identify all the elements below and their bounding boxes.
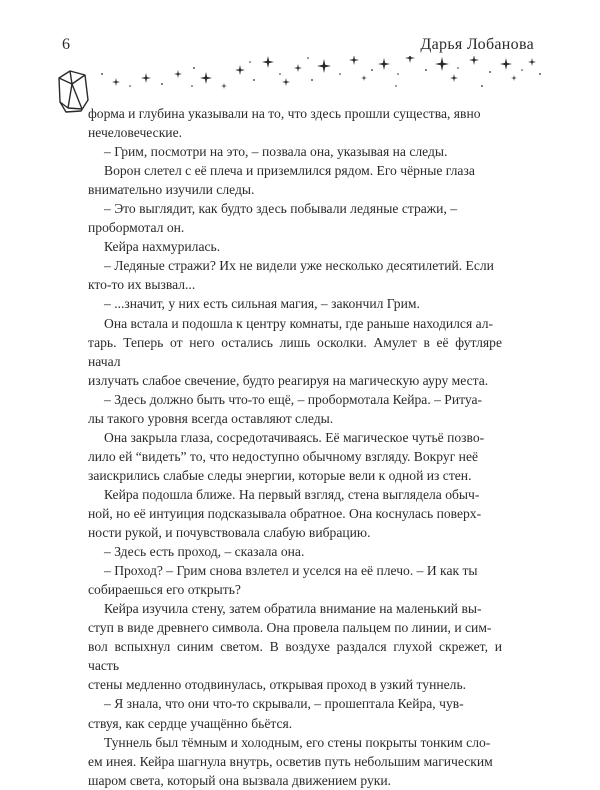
sparkle-star-icon (435, 57, 449, 71)
sparkle-dot-icon (129, 85, 131, 87)
sparkle-dot-icon (481, 85, 483, 87)
sparkle-star-icon (221, 83, 227, 89)
running-head-author: Дарья Лобанова (420, 36, 534, 53)
sparkle-star-icon (349, 56, 359, 65)
sparkle-star-icon (378, 58, 390, 70)
sparkle-star-icon (262, 56, 274, 68)
sparkle-star-icon (235, 65, 245, 75)
sparkle-star-icon (469, 56, 479, 65)
sparkle-star-icon (405, 56, 415, 63)
paragraph: Она закрыла глаза, сосредотачиваясь. Её магическое чутьё позво- лило ей “видеть” то, что недоступно обычному взгляду. Вокруг неё заискрились слабые следы энергии, которые вели к одной из стен. (88, 429, 485, 483)
sparkle-dot-icon (489, 71, 491, 73)
paragraph: – Я знала, что они что-то скрывали, – прошептала Кейра, чув- ствуя, как сердце учащённо бьётся. (88, 696, 464, 731)
sparkle-star-icon (174, 70, 182, 78)
sparkle-dot-icon (101, 73, 103, 75)
sparkle-dot-icon (307, 57, 309, 59)
sparkle-dot-icon (397, 73, 399, 75)
sparkle-dot-icon (249, 61, 251, 63)
paragraph: – Грим, посмотри на это, – позвала она, указывая на следы. (104, 144, 448, 160)
sparkle-star-icon (282, 78, 290, 86)
sparkle-dot-icon (425, 69, 427, 71)
sparkle-star-icon (112, 78, 120, 86)
page-number: 6 (62, 36, 71, 53)
sparkle-dot-icon (521, 69, 523, 71)
paragraph: – Здесь есть проход, – сказала она. (104, 544, 305, 560)
paragraph: Кейра изучила стену, затем обратила внимание на маленький вы- ступ в виде древнего символа. Она провела пальцем по линии, и сим- вол вспыхнул синим светом. В воздухе раздался глухой скрежет, и часть стены медленно отодвинулась, открывая проход в узкий туннель. (88, 601, 502, 693)
sparkle-star-icon (294, 64, 302, 72)
sparkle-star-icon (317, 59, 331, 73)
paragraph: Туннель был тёмным и холодным, его стены покрыты тонким сло- ем инея. Кейра шагнула внутрь, осветив путь небольшим магическим шаром света, который она вызвала движением руки. (88, 734, 493, 788)
sparkle-dot-icon (191, 85, 193, 87)
paragraph: Ворон слетел с её плеча и приземлился рядом. Его чёрные глаза внимательно изучили следы. (88, 163, 475, 198)
sparkle-star-icon (450, 74, 458, 82)
paragraph: Она встала и подошла к центру комнаты, где раньше находился ал- тарь. Теперь от него остались лишь осколки. Амулет в её футляре начал излучать слабое свечение, будто реагируя на магическую ауру места. (88, 315, 502, 388)
paragraph: Кейра нахмурилась. (104, 239, 221, 255)
sparkle-stars (101, 56, 541, 89)
sparkle-dot-icon (395, 85, 397, 87)
sparkle-dot-icon (371, 69, 373, 71)
sparkle-dot-icon (193, 67, 195, 69)
sparkle-star-icon (361, 75, 367, 81)
sparkle-dot-icon (339, 73, 341, 75)
paragraph: – Проход? – Грим снова взлетел и уселся на её плечо. – И как ты собираешься его открыть? (88, 563, 478, 598)
paragraph: форма и глубина указывали на то, что здесь прошли существа, явно нечеловеческие. (88, 106, 481, 141)
sparkle-dot-icon (253, 79, 255, 81)
sparkle-star-icon (511, 75, 517, 81)
sparkle-star-icon (528, 58, 536, 66)
paragraph: – ...значит, у них есть сильная магия, – закончил Грим. (104, 296, 420, 312)
sparkle-dot-icon (161, 83, 163, 85)
paragraph: – Здесь должно быть что-то ещё, – пробормотала Кейра. – Ритуа- лы такого уровня всегда оставляют следы. (88, 391, 483, 426)
sparkle-dot-icon (539, 73, 541, 75)
sparkle-star-icon (200, 72, 212, 84)
sparkle-dot-icon (311, 79, 313, 81)
sparkle-star-icon (141, 73, 151, 83)
paragraph: – Ледяные стражи? Их не видели уже несколько десятилетий. Если кто-то их вызвал... (88, 258, 494, 293)
paragraph: – Это выглядит, как будто здесь побывали ледяные стражи, – пробормотал он. (88, 201, 458, 236)
sparkle-dot-icon (457, 67, 459, 69)
paragraph: Кейра подошла ближе. На первый взгляд, стена выглядела обыч- ной, но её интуиция подсказывала обратное. Она коснулась поверх- ности рукой, и почувствовала слабую вибрацию. (88, 486, 482, 541)
crystal-icon (59, 71, 88, 112)
sparkle-dot-icon (279, 73, 281, 75)
chapter-text (88, 104, 502, 790)
sparkle-star-icon (500, 58, 512, 70)
